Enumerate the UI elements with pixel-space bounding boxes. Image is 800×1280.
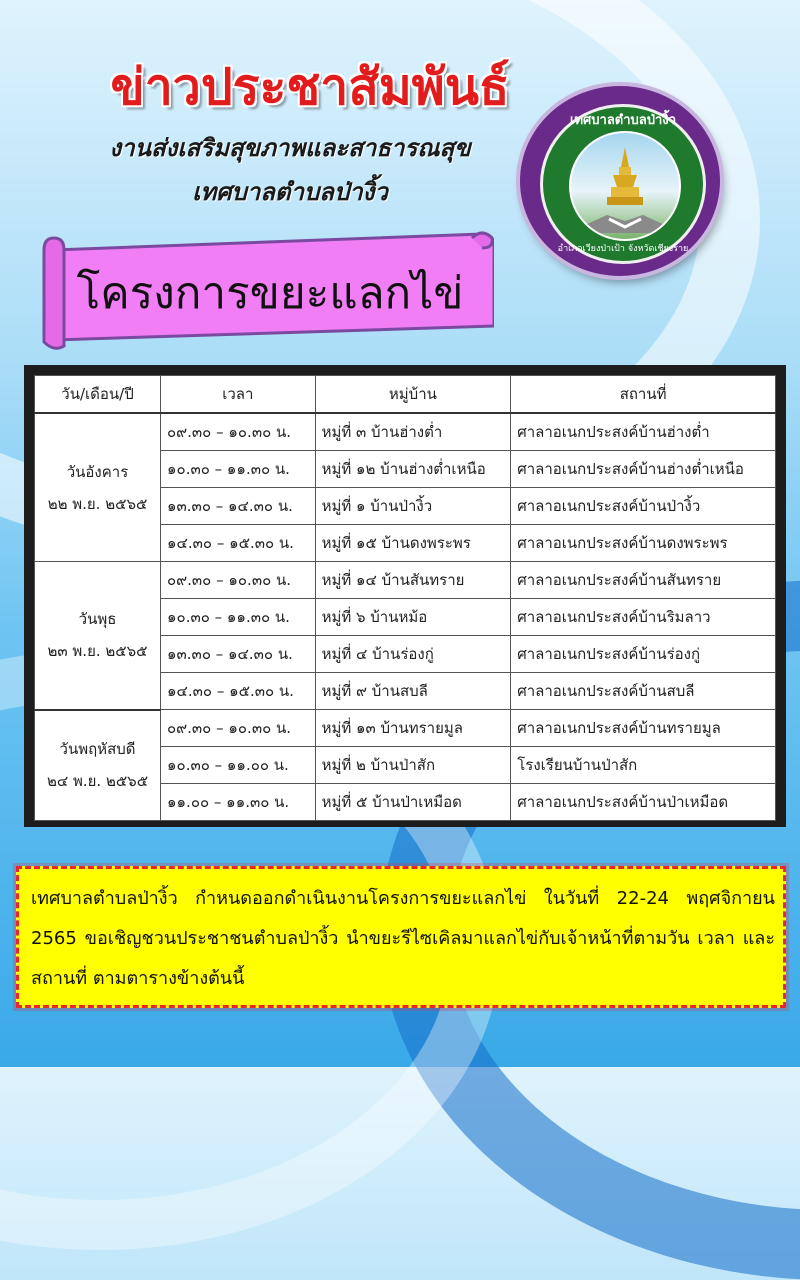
table-row [35, 562, 776, 599]
village-cell: หมู่ที่ ๔ บ้านร่องกู่ [315, 636, 511, 673]
place-cell: ศาลาอเนกประสงค์บ้านฮ่างต่ำเหนือ [511, 451, 776, 488]
date-cell [35, 710, 161, 821]
municipality-seal-logo [520, 86, 720, 276]
place-cell: ศาลาอเนกประสงค์บ้านสบลี [511, 673, 776, 710]
table-row [35, 710, 776, 747]
place-cell: ศาลาอเนกประสงค์บ้านริมลาว [511, 599, 776, 636]
table-header-row [35, 376, 776, 414]
announcement-text: เทศบาลตำบลป่างิ้ว กำหนดออกดำเนินงานโครงการขยะแลกไข่ ในวันที่ 22-24 พฤศจิกายน 2565 ขอเชิญชวนประชาชนตำบลป่างิ้ว นำขยะรีไซเคิลมาแลกไข่กับเจ้าหน้าที่ตามวัน เวลา และสถานที่ ตามตารางข้างต้นนี้ [31, 888, 775, 989]
time-cell: ๑๑.๐๐ – ๑๑.๓๐ น. [161, 784, 316, 821]
day-name: วันพฤหัสบดี [59, 740, 136, 759]
subtitle-department: งานส่งเสริมสุขภาพและสาธารณสุข [109, 133, 471, 162]
place-cell: ศาลาอเนกประสงค์บ้านร่องกู่ [511, 636, 776, 673]
day-name: วันอังคาร [66, 462, 129, 481]
village-cell: หมู่ที่ ๑๓ บ้านทรายมูล [315, 710, 511, 747]
subtitle-municipality: เทศบาลตำบลป่างิ้ว [192, 177, 388, 206]
time-cell: ๐๙.๓๐ – ๑๐.๓๐ น. [161, 413, 316, 451]
announcement-box [16, 866, 786, 1008]
handshake-icon [585, 207, 665, 233]
seal-ring [540, 104, 706, 264]
place-cell: ศาลาอเนกประสงค์บ้านป่างิ้ว [511, 488, 776, 525]
village-cell: หมู่ที่ ๖ บ้านหม้อ [315, 599, 511, 636]
seal-bottom-text: อำเภอเวียงป่าเป้า จังหวัดเชียงราย [557, 244, 689, 254]
village-cell: หมู่ที่ ๙ บ้านสบลี [315, 673, 511, 710]
village-cell: หมู่ที่ ๑๔ บ้านสันทราย [315, 562, 511, 599]
village-cell: หมู่ที่ ๑ บ้านป่างิ้ว [315, 488, 511, 525]
place-cell: โรงเรียนบ้านป่าสัก [511, 747, 776, 784]
time-cell: ๐๙.๓๐ – ๑๐.๓๐ น. [161, 710, 316, 747]
seal-emblem [569, 131, 681, 241]
time-cell: ๑๔.๓๐ – ๑๕.๓๐ น. [161, 525, 316, 562]
headline: ข่าวประชาสัมพันธ์ [110, 58, 510, 116]
place-cell: ศาลาอเนกประสงค์บ้านทรายมูล [511, 710, 776, 747]
schedule-table [34, 375, 776, 821]
village-cell: หมู่ที่ ๒ บ้านป่าสัก [315, 747, 511, 784]
column-header-time: เวลา [161, 376, 316, 414]
time-cell: ๑๔.๓๐ – ๑๕.๓๐ น. [161, 673, 316, 710]
time-cell: ๐๙.๓๐ – ๑๐.๓๐ น. [161, 562, 316, 599]
place-cell: ศาลาอเนกประสงค์บ้านดงพระพร [511, 525, 776, 562]
column-header-place: สถานที่ [511, 376, 776, 414]
village-cell: หมู่ที่ ๑๕ บ้านดงพระพร [315, 525, 511, 562]
place-cell: ศาลาอเนกประสงค์บ้านป่าเหมือด [511, 784, 776, 821]
seal-top-text: เทศบาลตำบลป่างิ้ว [570, 113, 676, 128]
day-date: ๒๔ พ.ย. ๒๕๖๕ [46, 772, 149, 791]
time-cell: ๑๓.๓๐ – ๑๔.๓๐ น. [161, 636, 316, 673]
schedule-table-frame [24, 365, 786, 827]
date-cell [35, 562, 161, 710]
day-date: ๒๓ พ.ย. ๒๕๖๕ [47, 642, 148, 661]
time-cell: ๑๐.๓๐ – ๑๑.๓๐ น. [161, 451, 316, 488]
village-cell: หมู่ที่ ๑๒ บ้านฮ่างต่ำเหนือ [315, 451, 511, 488]
column-header-date: วัน/เดือน/ปี [35, 376, 161, 414]
project-title: โครงการขยะแลกไข่ [76, 268, 464, 319]
place-cell: ศาลาอเนกประสงค์บ้านฮ่างต่ำ [511, 413, 776, 451]
project-title-banner [42, 228, 494, 350]
time-cell: ๑๐.๓๐ – ๑๑.๐๐ น. [161, 747, 316, 784]
village-cell: หมู่ที่ ๕ บ้านป่าเหมือด [315, 784, 511, 821]
date-cell [35, 413, 161, 562]
table-row [35, 413, 776, 451]
village-cell: หมู่ที่ ๓ บ้านฮ่างต่ำ [315, 413, 511, 451]
day-name: วันพุธ [78, 610, 117, 629]
place-cell: ศาลาอเนกประสงค์บ้านสันทราย [511, 562, 776, 599]
column-header-village: หมู่บ้าน [315, 376, 511, 414]
time-cell: ๑๐.๓๐ – ๑๑.๓๐ น. [161, 599, 316, 636]
day-date: ๒๒ พ.ย. ๒๕๖๕ [47, 494, 148, 513]
time-cell: ๑๓.๓๐ – ๑๔.๓๐ น. [161, 488, 316, 525]
